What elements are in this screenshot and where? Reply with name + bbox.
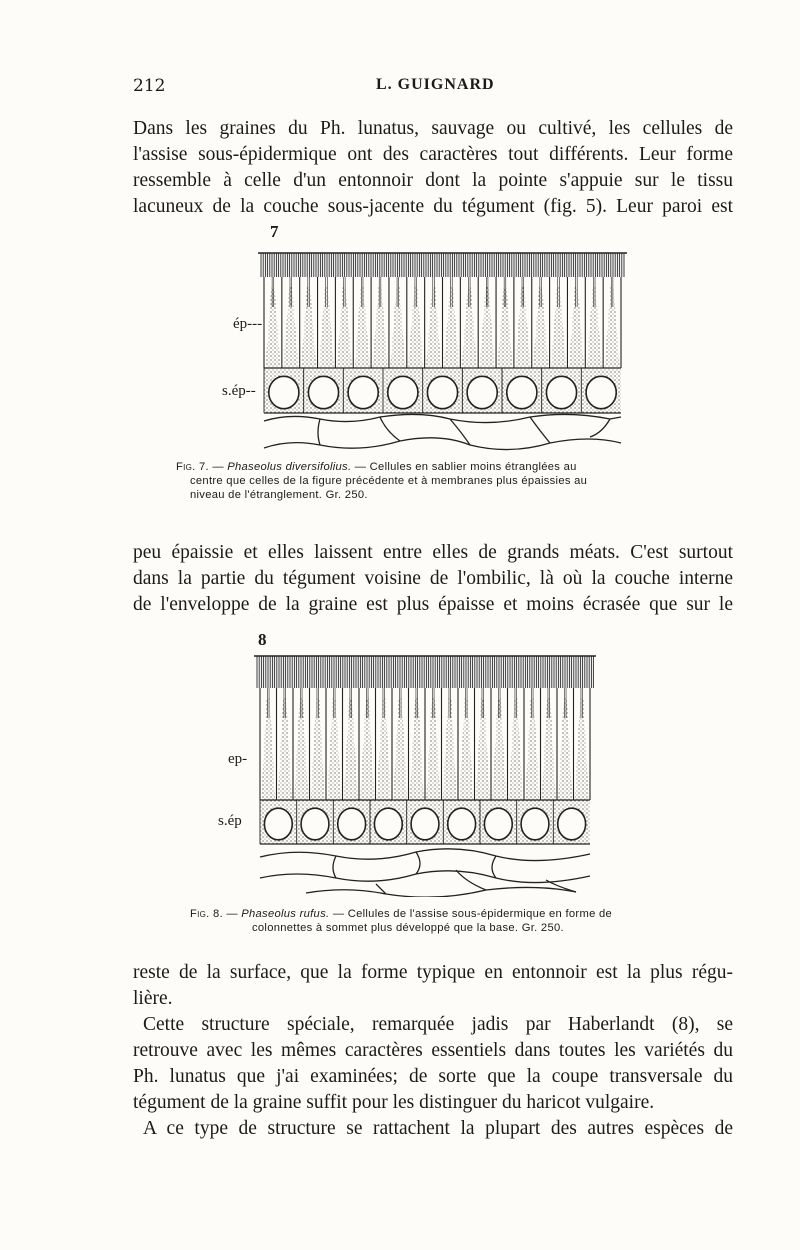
figure-8-caption-fig: Fig. 8. bbox=[190, 908, 223, 920]
figure-8-caption: Fig. 8. — Phaseolus rufus. — Cellules de l'assise sous-épidermique en forme de colonnettes à sommet plus développé que la base. Gr. 250. bbox=[190, 907, 730, 935]
figure-8-label-sep: s.ép bbox=[218, 813, 242, 829]
figure-8-illustration bbox=[246, 652, 604, 897]
para1-line3: ressemble à celle d'un entonnoir dont la pointe s'appuie sur le tissu bbox=[133, 170, 733, 191]
figure-7-label-ep: ép--- bbox=[233, 316, 263, 332]
running-head: L. GUIGNARD bbox=[376, 76, 495, 93]
figure-8-caption-line1: — Cellules de l'assise sous-épidermique en forme de bbox=[332, 908, 613, 920]
figure-7-number: 7 bbox=[270, 222, 279, 241]
figure-7-illustration bbox=[250, 243, 635, 458]
figure-8-label-ep: ep- bbox=[228, 751, 248, 767]
figure-7-caption: Fig. 7. — Phaseolus diversifolius. — Cellules en sablier moins étranglées au centre que celles de la figure précédente et à membranes plus épaissies au niveau de l'étranglement. Gr. 250. bbox=[176, 460, 736, 502]
para1-line1: Dans les graines du Ph. lunatus, sauvage ou cultivé, les cellules de bbox=[133, 118, 733, 139]
figure-7-caption-line2: centre que celles de la figure précédente et à membranes plus épaissies au bbox=[190, 475, 588, 487]
para3-line5: Ph. lunatus que j'ai examinées; de sorte que la coupe transversale du bbox=[133, 1066, 733, 1087]
figure-7-caption-line1: — Cellules en sablier moins étranglées au bbox=[354, 461, 577, 473]
figure-7-caption-line3: niveau de l'étranglement. Gr. 250. bbox=[190, 489, 368, 501]
figure-8-number: 8 bbox=[258, 630, 267, 649]
figure-8-caption-species: Phaseolus rufus. bbox=[241, 908, 330, 920]
paragraph-3 bbox=[133, 960, 733, 1142]
figure-7-caption-species: Phaseolus diversifolius. bbox=[227, 461, 352, 473]
para1-line4: lacuneux de la couche sous-jacente du tégument (fig. 5). Leur paroi est bbox=[133, 196, 733, 217]
figure-7-caption-fig: Fig. 7. bbox=[176, 461, 209, 473]
para3-line3: Cette structure spéciale, remarquée jadis par Haberlandt (8), se bbox=[143, 1014, 733, 1035]
figure-8-caption-line2: colonnettes à sommet plus développé que la base. Gr. 250. bbox=[252, 922, 564, 934]
paragraph-1 bbox=[133, 116, 733, 220]
para2-line2: dans la partie du tégument voisine de l'ombilic, là où la couche interne bbox=[133, 568, 733, 589]
page-number: 212 bbox=[133, 76, 166, 96]
para3-line4: retrouve avec les mêmes caractères essentiels dans toutes les variétés du bbox=[133, 1040, 733, 1061]
paragraph-2 bbox=[133, 540, 733, 618]
para3-line1: reste de la surface, que la forme typique en entonnoir est la plus régu- bbox=[133, 962, 733, 983]
para1-line2: l'assise sous-épidermique ont des caractères tout différents. Leur forme bbox=[133, 144, 733, 165]
figure-7-label-sep: s.ép-- bbox=[222, 383, 256, 399]
para2-line1: peu épaissie et elles laissent entre elles de grands méats. C'est surtout bbox=[133, 542, 733, 563]
para3-line6: tégument de la graine suffit pour les distinguer du haricot vulgaire. bbox=[133, 1092, 655, 1113]
para3-line7: A ce type de structure se rattachent la plupart des autres espèces de bbox=[143, 1118, 733, 1139]
para3-line2: lière. bbox=[133, 988, 173, 1009]
para2-line3: de l'enveloppe de la graine est plus épaisse et moins écrasée que sur le bbox=[133, 594, 733, 615]
